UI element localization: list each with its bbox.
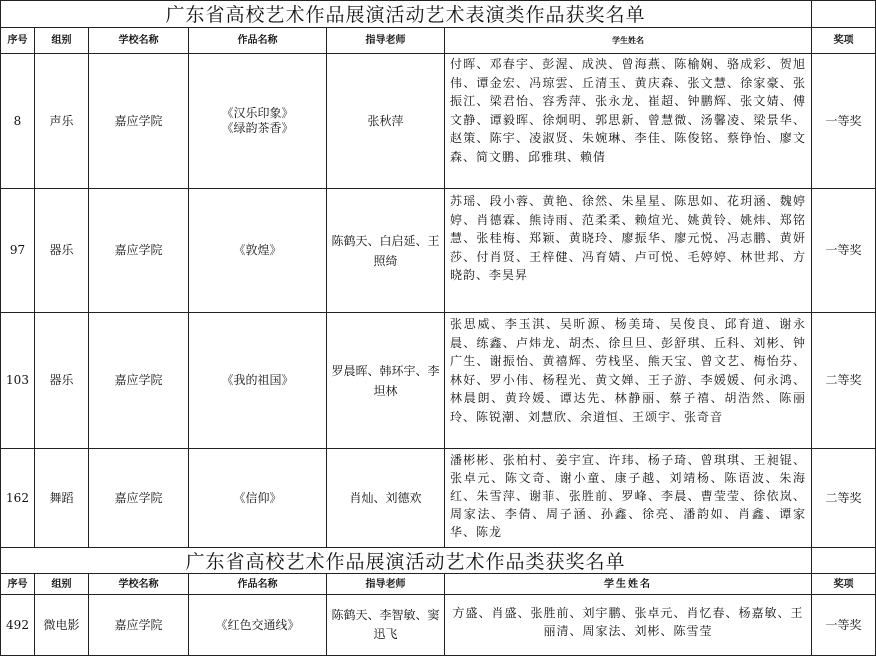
row-students: 张思威、李玉淇、吴昕源、杨美琦、吴俊良、邱育道、谢永晨、练鑫、卢炜龙、胡杰、徐旦旦、彭舒琪、丘科、刘彬、钟广生、谢振怡、黄禧辉、劳栈坚、熊天宝、曾文艺、梅怡芬、林好、罗小伟、杨程光、黄文婵、王子游、李媛媛、何永鸿、林晨朗、黄玲媛、谭达先、林静丽、蔡子禧、胡浩然、陈丽玲、陈锐潮、刘慧欣、余道恒、王颂宇、张奇音 <box>450 317 806 424</box>
row-school: 嘉应学院 <box>114 373 163 387</box>
row-students: 方盛、肖盛、张胜前、刘宇鹏、张卓元、肖忆春、杨嘉敏、王丽清、周家法、刘彬、陈雪莹 <box>452 606 804 638</box>
header-teacher: 指导老师 <box>365 578 406 590</box>
row-students: 潘彬彬、张柏村、姜宇宣、许玮、杨子琦、曾琪琪、王昶锟、张卓元、陈文奇、谢小童、康子越、刘靖杨、陈语波、朱海红、朱雪萍、谢菲、张胜前、罗峰、李晨、曹莹莹、徐依岚、周家法、李倩、周子涵、孙鑫、徐亮、潘韵如、肖鑫、谭家华、陈龙 <box>450 453 806 539</box>
row-award: 一等奖 <box>825 243 862 257</box>
header-students: 学生姓名 <box>604 578 652 590</box>
grid-line <box>444 27 445 547</box>
row-no: 103 <box>6 373 29 387</box>
work-title: 《绿韵茶香》 <box>221 121 294 135</box>
row-award: 一等奖 <box>825 617 862 632</box>
row-no: 492 <box>6 617 29 632</box>
row-work <box>189 449 326 547</box>
row-group: 微电影 <box>43 617 80 632</box>
work-title: 《敦煌》 <box>233 243 282 257</box>
row-group: 器乐 <box>49 243 74 257</box>
header-no: 序号 <box>7 578 28 590</box>
row-teacher: 肖灿、刘德欢 <box>349 490 422 505</box>
row-no: 162 <box>6 490 29 505</box>
header-teacher: 指导老师 <box>365 35 406 46</box>
header-school: 学校名称 <box>118 35 159 46</box>
header-award: 奖项 <box>833 35 854 46</box>
work-title: 《我的祖国》 <box>221 373 294 387</box>
row-work <box>189 54 326 188</box>
row-no: 8 <box>13 113 22 128</box>
row-teacher: 罗晨晖、韩环宇、李坦林 <box>331 363 440 398</box>
header-group: 组别 <box>51 35 72 46</box>
row-teacher: 陈鹤天、白启延、王照绮 <box>331 233 440 268</box>
work-title: 《信仰》 <box>233 490 282 505</box>
header-students: 学生姓名 <box>612 36 644 45</box>
row-award: 一等奖 <box>825 113 862 128</box>
row-work <box>189 189 326 312</box>
row-group: 器乐 <box>49 373 74 387</box>
row-school: 嘉应学院 <box>114 243 163 257</box>
row-no: 97 <box>9 243 26 257</box>
row-teacher: 陈鹤天、李智敏、窦迅飞 <box>331 608 440 641</box>
row-award: 二等奖 <box>825 373 862 387</box>
row-school: 嘉应学院 <box>114 617 163 632</box>
row-group: 舞蹈 <box>49 490 74 505</box>
row-students: 付晖、邓春宇、彭渥、成泱、曾海燕、陈榆娴、骆成彩、贺旭伟、谭金宏、冯琼雲、丘清玉、黄庆森、张文慧、徐家豪、张振江、梁君怡、容秀萍、张永龙、崔超、钟鹏辉、张文婧、傅文静、谭毅晖、徐炯明、郭思新、曾慧微、汤馨凌、梁景华、赵策、陈宇、凌淑贤、朱婉琳、李佳、陈俊铭、蔡铮怡、廖文森、简文鹏、邱雅琪、赖倩 <box>450 57 806 164</box>
row-school: 嘉应学院 <box>114 490 163 505</box>
row-group: 声乐 <box>49 113 74 128</box>
work-title: 《汉乐印象》 <box>221 106 294 120</box>
row-award: 二等奖 <box>825 490 862 505</box>
table1-title: 广东省高校艺术作品展演活动艺术表演类作品获奖名单 <box>165 4 646 26</box>
header-award: 奖项 <box>833 578 854 590</box>
header-work: 作品名称 <box>237 578 278 590</box>
row-work <box>189 313 326 448</box>
table2-title: 广东省高校艺术作品展演活动艺术作品类获奖名单 <box>185 551 626 573</box>
header-no: 序号 <box>7 35 28 46</box>
row-work <box>189 595 326 655</box>
header-school: 学校名称 <box>118 578 159 590</box>
row-school: 嘉应学院 <box>114 113 163 128</box>
row-students: 苏瑶、段小蓉、黄艳、徐然、朱星星、陈思如、花玥涵、魏婷婷、肖德霖、熊诗雨、范柔柔、赖煊光、姚黄铃、姚炜、郑铭慧、张桂梅、郑颖、黄晓玲、廖振华、廖元悦、冯志鹏、黄妍莎、付肖贤、王梓健、冯育婧、卢可悦、毛婷婷、林世邦、方晓韵、李昊昇 <box>450 194 806 282</box>
header-work: 作品名称 <box>237 35 278 46</box>
header-group: 组别 <box>51 578 72 590</box>
work-title: 《红色交通线》 <box>215 617 300 632</box>
row-teacher: 张秋萍 <box>367 113 404 128</box>
